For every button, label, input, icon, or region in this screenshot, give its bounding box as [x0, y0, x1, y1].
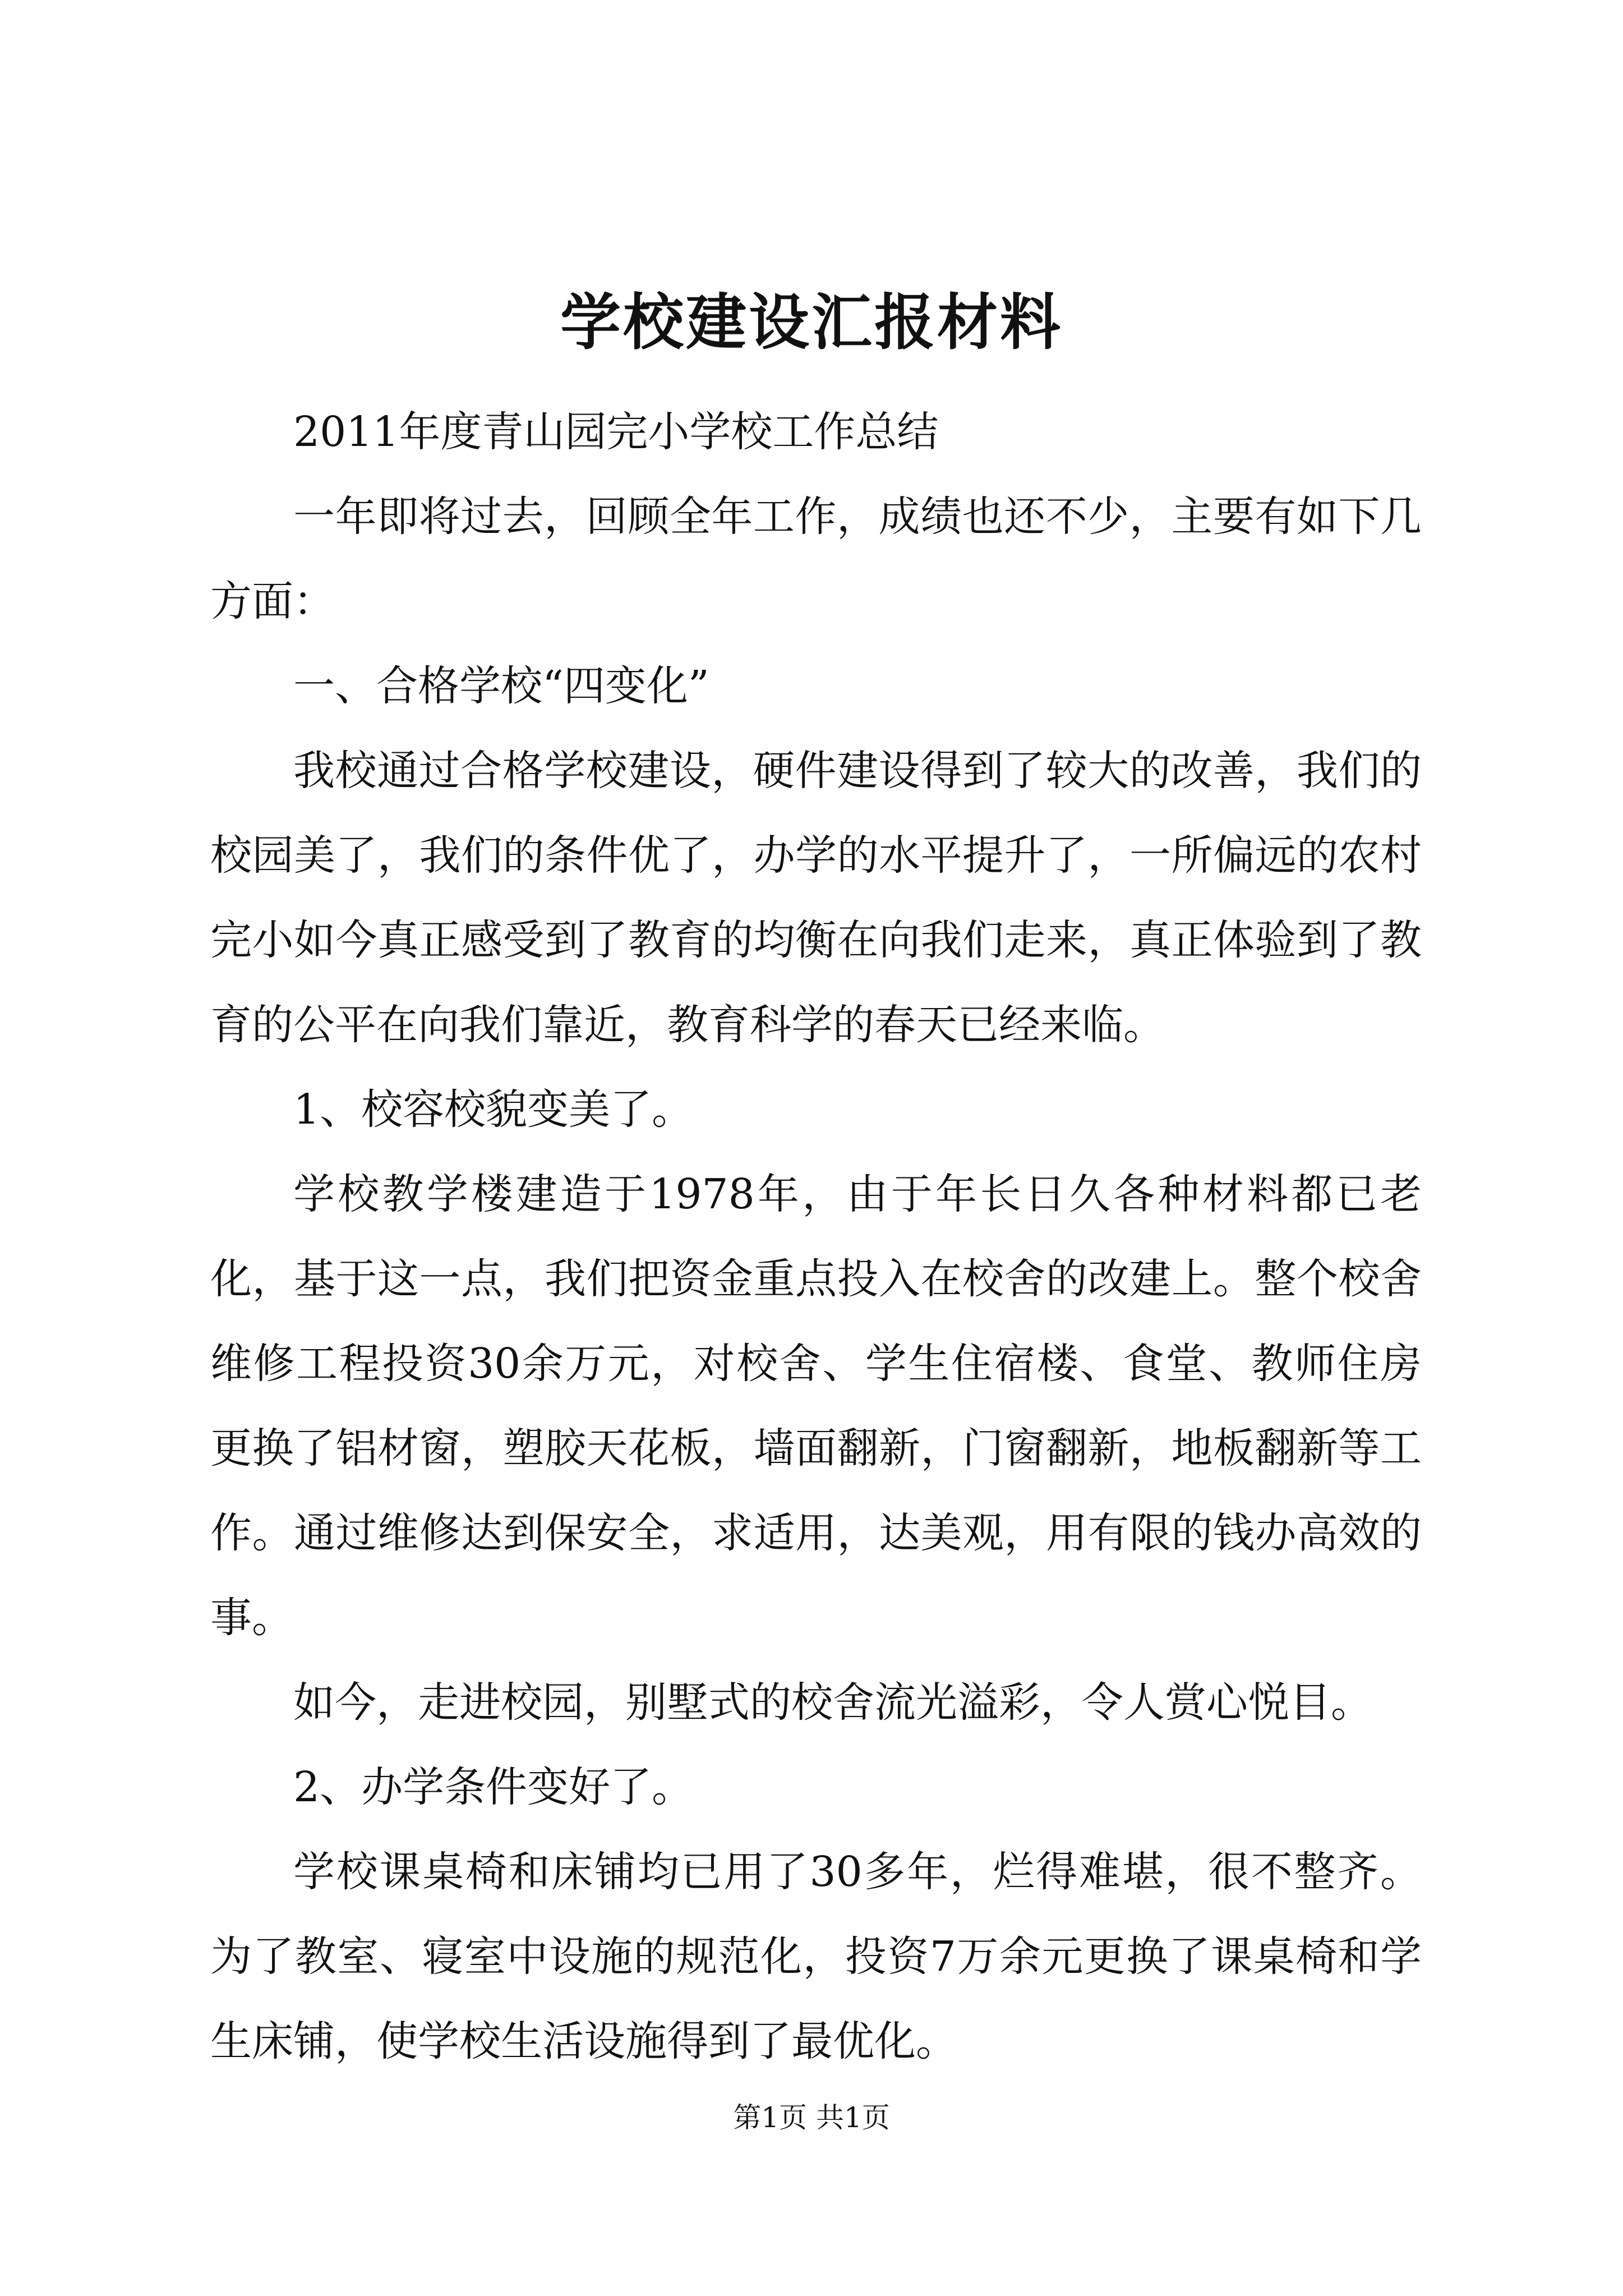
- paragraph-furniture: 学校课桌椅和床铺均已用了30多年，烂得难堪，很不整齐。为了教室、寝室中设施的规范化，投资7万余元更换了课桌椅和学生床铺，使学校生活设施得到了最优化。: [210, 1848, 1422, 2065]
- paragraph-campus-now: 如今，走进校园，别墅式的校舍流光溢彩，令人赏心悦目。: [293, 1678, 1372, 1727]
- section-heading: 一、合格学校“四变化”: [293, 662, 709, 710]
- paragraph-overview: 我校通过合格学校建设，硬件建设得到了较大的改善，我们的校园美了，我们的条件优了，办学的水平提升了，一所偏远的农村完小如今真正感受到了教育的均衡在向我们走来，真正体验到了教育的公平在向我们靠近，教育科学的春天已经来临。: [210, 747, 1422, 1049]
- subsection-heading-2: 2、办学条件变好了。: [293, 1763, 694, 1811]
- paragraph-renovation: 学校教学楼建造于1978年，由于年长日久各种材料都已老化，基于这一点，我们把资金重点投入在校舍的改建上。整个校舍维修工程投资30余万元，对校舍、学生住宿楼、食堂、教师住房更换了铝材窗，塑胶天花板，墙面翻新，门窗翻新，地板翻新等工作。通过维修达到保安全，求适用，达美观，用有限的钱办高效的事。: [210, 1170, 1422, 1642]
- subsection-heading-1: 1、校容校貌变美了。: [293, 1085, 694, 1134]
- document-title: 学校建设汇报材料: [560, 287, 1063, 358]
- document-body: [210, 390, 1422, 2084]
- paragraph-subtitle: 2011年度青山园完小学校工作总结: [293, 408, 939, 456]
- paragraph-intro: 一年即将过去，回顾全年工作，成绩也还不少，主要有如下几方面：: [210, 493, 1422, 625]
- page-footer: 第1页 共1页: [733, 2101, 890, 2134]
